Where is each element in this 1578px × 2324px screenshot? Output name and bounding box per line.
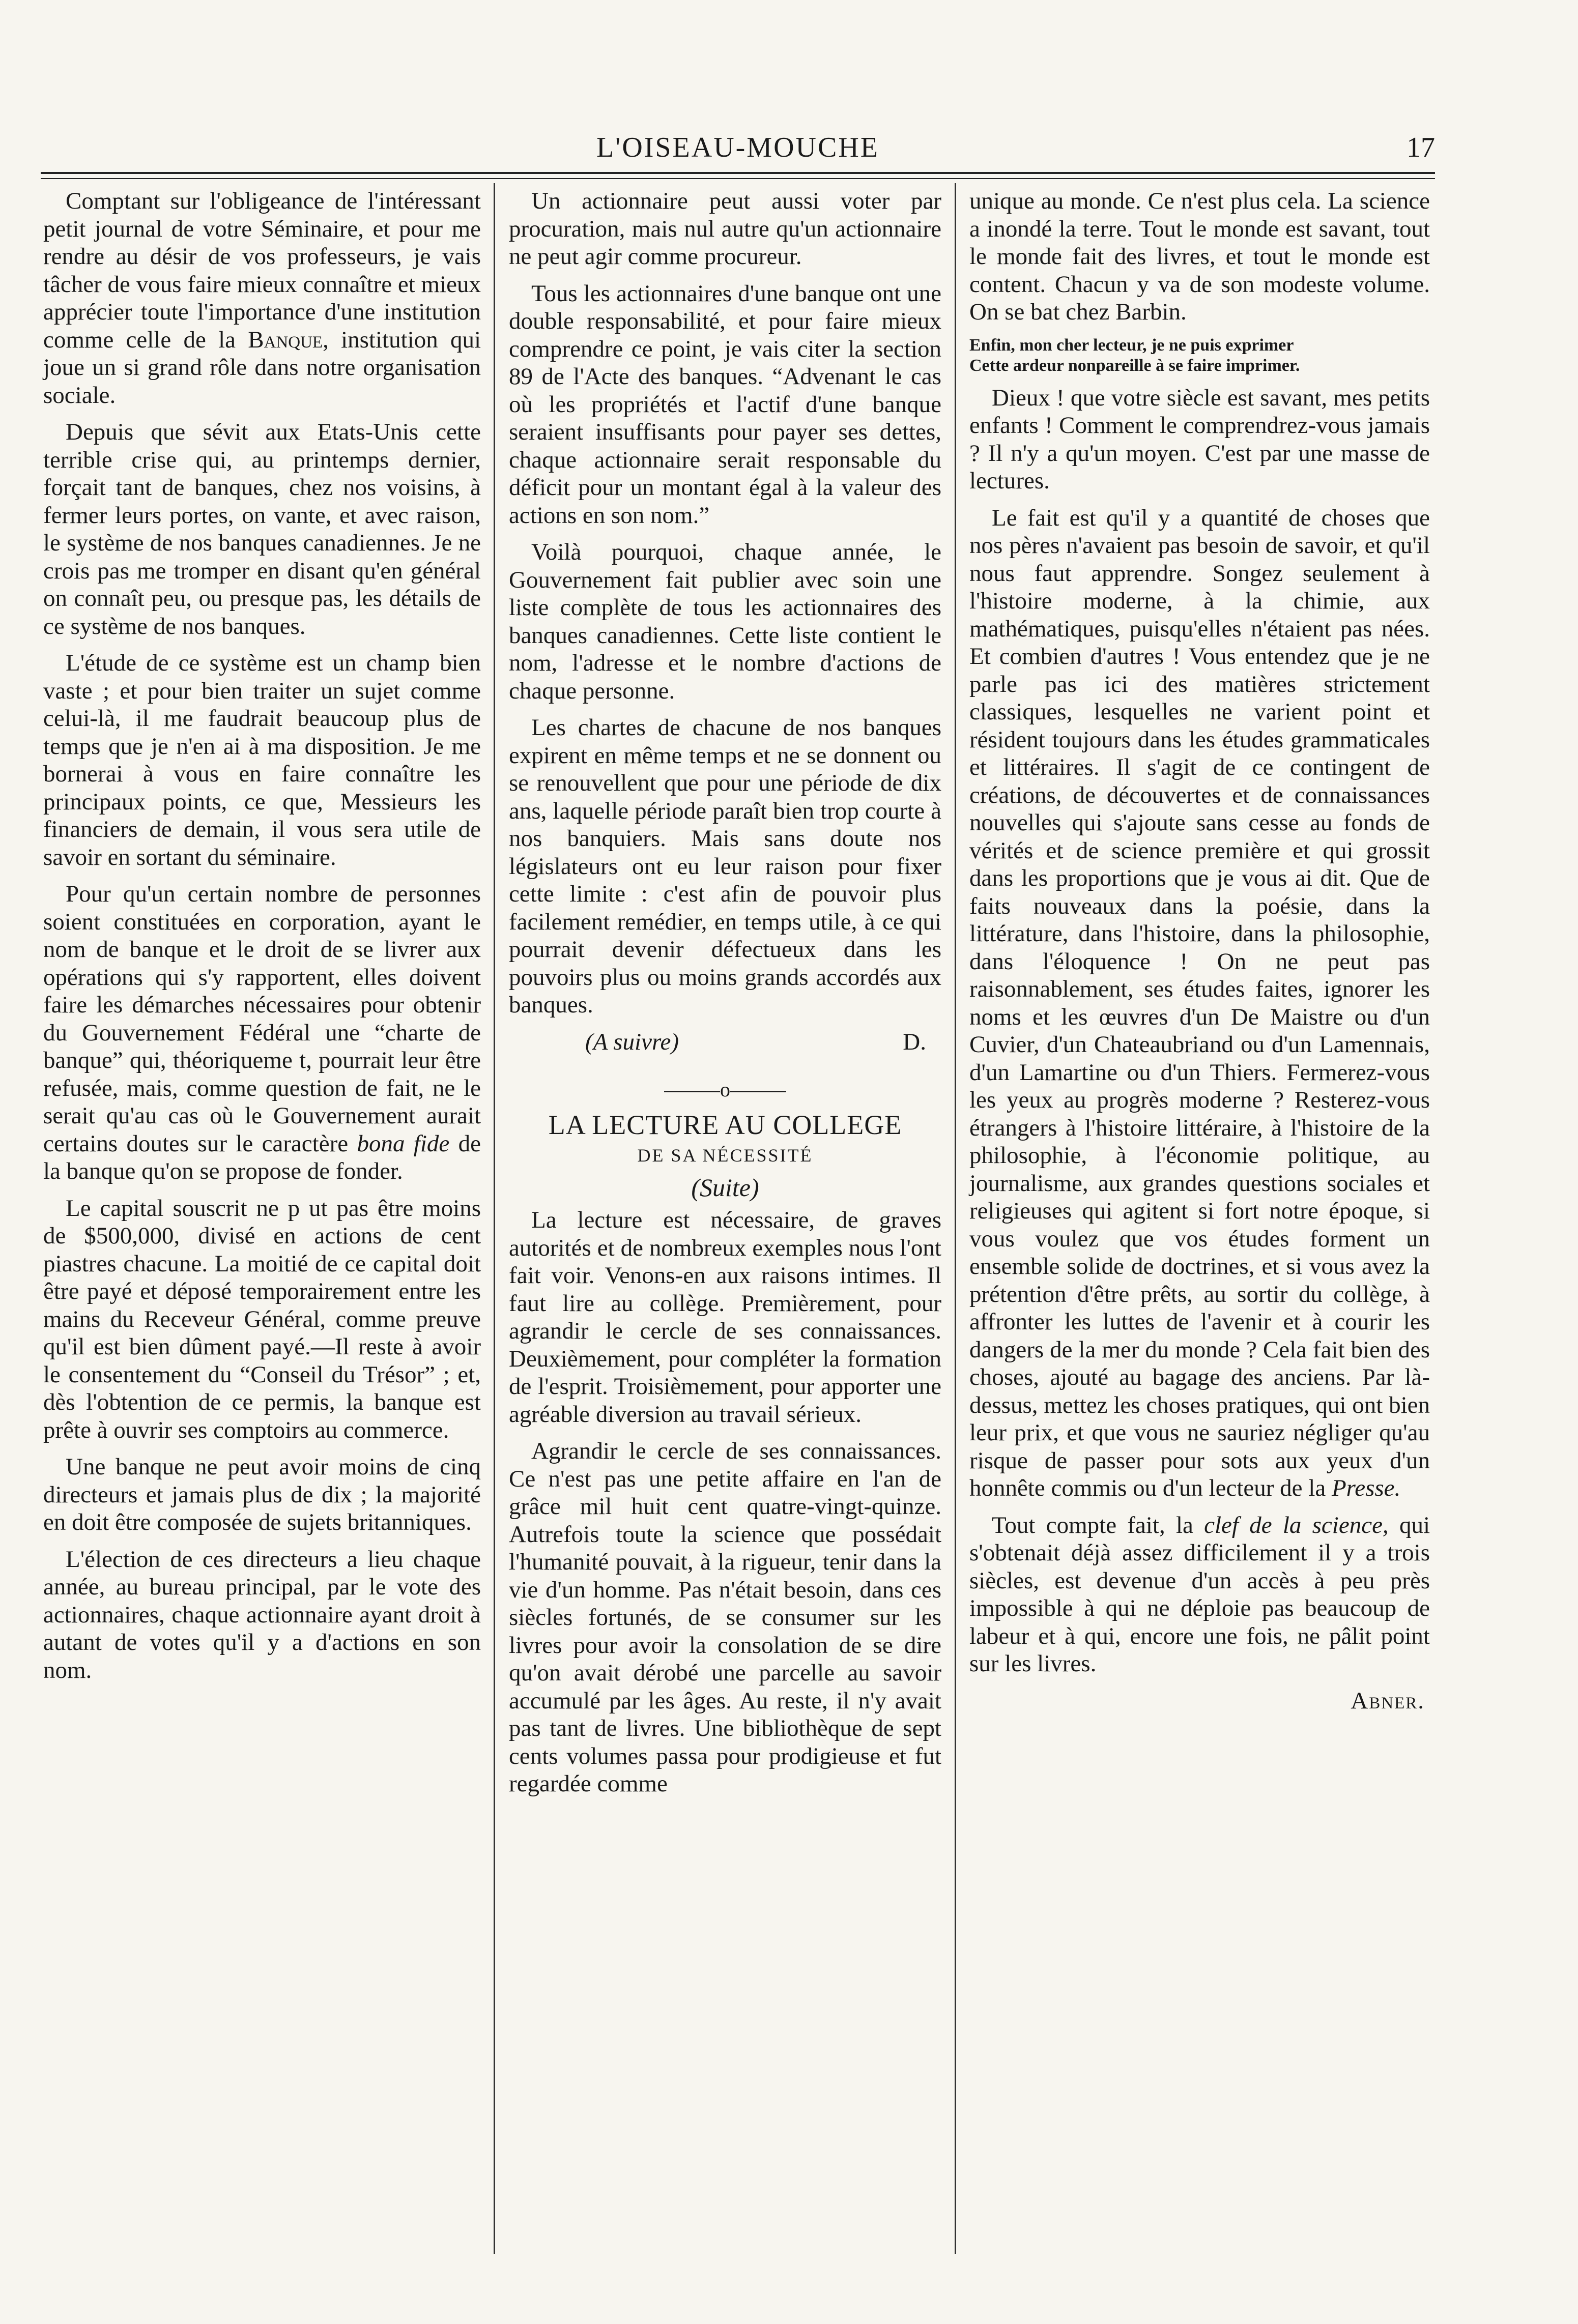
column-divider	[494, 183, 495, 2254]
column-1	[43, 187, 481, 1693]
section-subtitle: DE SA NÉCESSITÉ	[637, 1145, 813, 1166]
paragraph: La lecture est nécessaire, de graves autorités et de nombreux exemples nous l'ont fait voir. Venons-en aux raisons intimes. Il faut lire au collège. Premièrement, pour agrandir le cercle de ses connaissances. Deuxièmement, pour compléter la formation de l'esprit. Troisièmement, pour apporter une agréable diversion au travail sérieux.	[509, 1207, 941, 1428]
paragraph: Pour qu'un certain nombre de personnes soient constituées en corporation, ayant le nom de banque et le droit de se livrer aux opérations qui s'y rapportent, elles doivent faire les démarches nécessaires pour obtenir du Gouvernement Fédéral une “charte de banque” qui, théoriqueme t, pourrait leur être refusée, mais, comme question de fait, ne le serait qu'au cas où le Gouvernement aurait certains doutes sur le caractère bona fide de la banque qu'on se propose de fonder.	[43, 881, 481, 1184]
author-signature: Abner.	[1351, 1687, 1425, 1714]
paragraph: Agrandir le cercle de ses connaissances. Ce n'est pas une petite affaire en l'an de grâce mil huit cent quatre-vingt-quinze. Autrefois toute la science que possédait l'humanité pouvait, à la rigueur, tenir dans la vie d'un homme. Pas n'était besoin, dans ces siècles fortunés, de se consumer sur les livres pour avoir la consolation de se dire qu'on avait dérobé une parcelle au savoir accumulé par les âges. Au reste, il n'y avait pas tant de livres. Une bibliothèque de sept cents volumes passa pour prodigieuse et fut regardée comme	[509, 1438, 941, 1797]
author-signature: D.	[903, 1028, 926, 1055]
header-rule	[41, 172, 1435, 174]
page-number: 17	[1407, 132, 1435, 163]
column-3	[969, 187, 1430, 1715]
paragraph: Depuis que sévit aux Etats-Unis cette terrible crise qui, au printemps dernier, forçait tant de banques, chez nos voisins, à fermer leurs portes, on vante, et avec raison, le système de nos banques canadiennes. Je ne crois pas me tromper en disant qu'en général on connaît peu, ou presque pas, les détails de ce système de nos banques.	[43, 419, 481, 640]
paragraph: unique au monde. Ce n'est plus cela. La science a inondé la terre. Tout le monde est savant, tout le monde fait des livres, et tout le monde est content. Chacun y va de son modeste volume. On se bat chez Barbin.	[969, 188, 1430, 325]
page-title: L'OISEAU-MOUCHE	[596, 132, 879, 163]
paragraph: Comptant sur l'obligeance de l'intéressant petit journal de votre Séminaire, et pour me rendre au désir de vos professeurs, je vais tâcher de vous faire mieux connaître et mieux apprécier toute l'importance d'une institution comme celle de la Banque, institution qui joue un si grand rôle dans notre organisation sociale.	[43, 188, 481, 409]
paragraph: L'étude de ce système est un champ bien vaste ; et pour bien traiter un sujet comme celui-là, il me faudrait beaucoup plus de temps que je n'en ai à ma disposition. Je me bornerai à vous en faire connaître les principaux points, ce que, Messieurs les financiers de demain, il vous sera utile de savoir en sortant du séminaire.	[43, 650, 481, 870]
section-continued: (Suite)	[691, 1173, 759, 1202]
section-title: LA LECTURE AU COLLEGE	[548, 1109, 902, 1140]
continued-line	[509, 1028, 941, 1056]
paragraph: Un actionnaire peut aussi voter par procuration, mais nul autre qu'un actionnaire ne peut agir comme procureur.	[509, 188, 941, 270]
continued-note: (A suivre)	[585, 1028, 679, 1055]
column-2	[509, 187, 941, 1807]
paragraph: Tout compte fait, la clef de la science, qui s'obtenait déjà assez difficilement il y a trois siècles, est devenue d'un accès à peu près impossible à qui ne déploie pas beaucoup de labeur et à qui, encore une fois, ne pâlit point sur les livres.	[969, 1512, 1430, 1677]
verse-quote: Enfin, mon cher lecteur, je ne puis exprimer Cette ardeur nonpareille à se faire imprimer.	[969, 335, 1300, 375]
paragraph: Tous les actionnaires d'une banque ont une double responsabilité, et pour faire mieux comprendre ce point, je vais citer la section 89 de l'Acte des banques. “Advenant le cas où les propriétés et l'actif d'une banque seraient insuffisants pour payer ses dettes, chaque actionnaire serait responsable du déficit pour un montant égal à la valeur des actions en son nom.”	[509, 280, 941, 529]
header-rule-thin	[41, 178, 1435, 179]
column-divider	[955, 183, 956, 2254]
paragraph: Les chartes de chacune de nos banques expirent en même temps et ne se donnent ou se renouvellent que pour une période de dix ans, laquelle période paraît bien trop courte à nos banquiers. Mais sans doute nos législateurs ont eu leur raison pour fixer cette limite : c'est afin de pouvoir plus facilement remédier, en temps utile, à ce qui pourrait devenir défectueux dans les pouvoirs plus ou moins grands accordés aux banques.	[509, 714, 941, 1018]
paragraph: Le fait est qu'il y a quantité de choses que nos pères n'avaient pas besoin de savoir, et qu'il nous faut apprendre. Songez seulement à l'histoire moderne, à la chimie, aux mathématiques, puisqu'elles n'étaient pas nées. Et combien d'autres ! Vous entendez que je ne parle pas ici des matières strictement classiques, lesquelles ne varient point et résident toujours dans les études grammaticales et littéraires. Il s'agit de ce contingent de créations, de découvertes et de connaissances nouvelles qui s'ajoute sans cesse au fonds de vérités et de science première et qui grossit dans les proportions que je vous ai dit. Que de faits nouveaux dans la poésie, dans la littérature, dans l'histoire, dans la philosophie, dans l'éloquence ! On ne peut pas raisonnablement, ses études faites, ignorer les noms et les œuvres d'un De Maistre ou d'un Cuvier, d'un Chateaubriand ou d'un Lamennais, d'un Lamartine ou d'un Thiers. Fermerez-vous les yeux au progrès moderne ? Resterez-vous étrangers à l'histoire littéraire, à l'histoire de la philosophie, à l'économie politique, au journalisme, aux grandes questions sociales et religieuses qui agitent si fort notre époque, si vous voulez que vos études forment un ensemble solide de doctrines, et si vous avez la prétention d'être prêts, au sortir du collège, à affronter les luttes de l'avenir et à courir les dangers de la mer du monde ? Cela fait bien des choses, ajouté au bagage des anciens. Par là-dessus, mettez les choses pratiques, qui ont bien leur prix, et que vous ne sauriez négliger qu'au risque de passer pour sots aux yeux d'un honnête commis ou d'un lecteur de la Presse.	[969, 504, 1430, 1501]
paragraph: Une banque ne peut avoir moins de cinq directeurs et jamais plus de dix ; la majorité en doit être composée de sujets britanniques.	[43, 1454, 481, 1535]
paragraph: L'élection de ces directeurs a lieu chaque année, au bureau principal, par le vote des actionnaires, chaque actionnaire ayant droit à autant de votes qu'il y a d'actions en son nom.	[43, 1546, 481, 1683]
paragraph: Voilà pourquoi, chaque année, le Gouvernement fait publier avec soin une liste complète de tous les actionnaires des banques canadiennes. Cette liste contient le nom, l'adresse et le nombre d'actions de chaque personne.	[509, 539, 941, 704]
section-separator: o	[509, 1076, 941, 1104]
page-header	[41, 127, 1435, 173]
paragraph: Dieux ! que votre siècle est savant, mes petits enfants ! Comment le comprendrez-vous jamais ? Il n'y a qu'un moyen. C'est par une masse de lectures.	[969, 384, 1430, 494]
paragraph: Le capital souscrit ne p ut pas être moins de $500,000, divisé en actions de cent piastres chacune. La moitié de ce capital doit être payé et déposé temporairement entre les mains du Receveur Général, comme preuve qu'il est bien dûment payé.—Il reste à avoir le consentement du “Conseil du Trésor” ; et, dès l'obtention de ce permis, la banque est prête à ouvrir ses comptoirs au commerce.	[43, 1195, 481, 1443]
